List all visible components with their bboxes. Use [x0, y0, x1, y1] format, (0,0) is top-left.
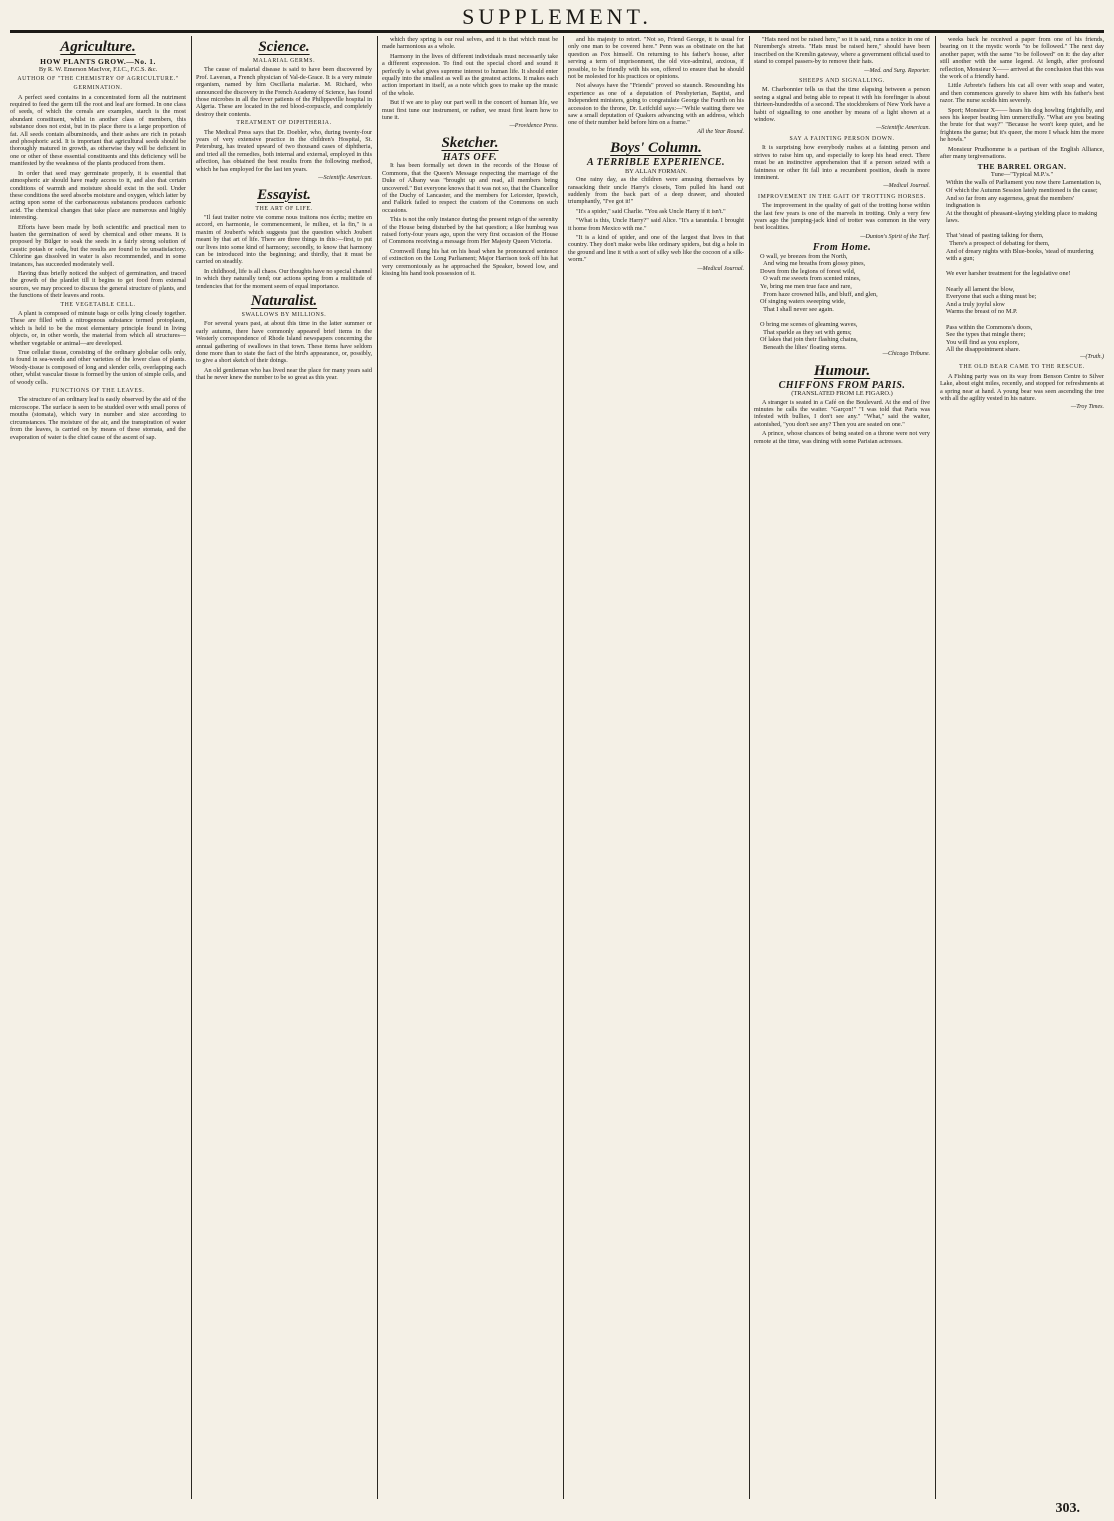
column-4: [568, 36, 744, 1499]
byline: BY ALLAN FORMAN.: [624, 167, 688, 175]
subhead-malarial: MALARIAL GERMS.: [252, 58, 316, 64]
paragraph: A plant is composed of minute bags or cells lying closely together. These are filled with a nitrogenous substance termed protoplasm, which is held to be the most elementary principle found in living objects, or, in other words, the material from which all structures—whether vegetable or animal—are developed.: [10, 310, 186, 347]
credit: —(Truth.): [1080, 353, 1104, 360]
credit: —Medical Journal.: [697, 265, 744, 272]
paragraph: The structure of an ordinary leaf is easily observed by the aid of the microscope. The surface is seen to be studded over with small pores of mouths (stomata), which vary in number and size according to circumstances. The moisture of the air, and the transpiration of water from the leaves, is carried on by means of these stomata, and the evaporation of water is the chief cause of the ascent of sap.: [10, 396, 186, 441]
credit: —Troy Times.: [1070, 404, 1104, 411]
paragraph: Cromwell flung his hat on his head when he pronounced sentence of extinction on the Long Parliament; Major Harrison took off his hat very ceremoniously as he approached the Speaker, bowed low, and kissing his hand took possession of it.: [382, 247, 558, 277]
credit: —Chicago Tribune.: [882, 351, 930, 358]
paragraph: This is not the only instance during the present reign of the serenity of the House being disturbed by the hat question; a like humbug was raised forty-four years ago, upon the very first occasion of the House of Commons receiving a message from Her Majesty Queen Victoria.: [382, 216, 558, 246]
paragraph: But if we are to play our part well in the concert of human life, we must first tune our instrument, or rather, we must first learn how to tune it.: [382, 99, 558, 122]
column-divider: [563, 36, 564, 1499]
column-divider: [377, 36, 378, 1499]
paragraph: "Il faut traiter notre vie comme nous traitons nos écrits; mettre en accord, en harmonie, le commencement, le milieu, et la fin," is a maxim of Joubert's which suggests just the question which Joubert meant by that art of life. There are three things in this:—first, to put our lives into some kind of harmony; secondly, to know that harmony can be introduced into the beginning; and thirdly, that it must be carried on steadily.: [196, 213, 372, 266]
paragraph: Monsieur Prudhomme is a partisan of the English Alliance, after many tergiversations.: [940, 145, 1104, 161]
paragraph: and his majesty to retort. "Not so, Friend George, it is usual for only one man to be covered here." Penn was as obstinate on the hat question as Fox himself. On returning to his father's house, after serving a term of imprisonment, the old vice-admiral, anxious, if possible, to be friendly with his son, offered to ensure that he should not be molested for his practices or opinions.: [568, 36, 744, 81]
page-number: 303.: [1055, 1501, 1080, 1516]
poem-title-barrel-organ: THE BARREL ORGAN.: [977, 161, 1067, 171]
section-title-science: Science.: [258, 39, 310, 55]
byline: By R. W. Emerson MacIvor, F.I.C., F.C.S. &c.: [38, 66, 158, 74]
section-title-boys-column: Boys' Column.: [610, 140, 702, 157]
paragraph: "It's a spider," said Charlie. "You ask Uncle Harry if it isn't.": [576, 207, 726, 215]
subhead-leaves: FUNCTIONS OF THE LEAVES.: [51, 388, 145, 395]
poem: Within the walls of Parliament you now there Lamentation is, Of which the Autumn Session lately mentioned is the cause; And so far from any eagerness, great the members' indignation is At the thought of pheasant-slaying yielding place to making laws. That 'stead of pasting talking for them, There's a prospect of debating for them, And of dreary nights with Blue-books, 'stead of murdering with a gun; We ever harsher treatment for the legislative one! Nearly all lament the blow, Everyone that such a thing must be; And a truly joyful slow Warms the breast of no M.P. Pass within the Commons's doors, See the types that mingle there; You will find as you explore, All the disappointment share.: [946, 179, 1102, 354]
paragraph: "It is a kind of spider, and one of the largest that lives in that country. They don't make webs like ordinary spiders, but dig a hole in the ground and line it with a sort of silky web like the cocoon of a silk-worm.": [568, 233, 744, 264]
subhead-swallows: SWALLOWS BY MILLIONS.: [241, 311, 327, 318]
poem: O wall, ye breezes from the North, And wing me breaths from glossy pines, Down from the legions of forest wild, O waft me sweets from scented mines, Ye, bring me men true face and rare, From haze crowned hills, and bluff, and glen, Of singing waters sweeping wide, That I shall never see again. O bring me scenes of gleaming waves, That sparkle as they set with gems; Of lakes that join their flashing chains, Beneath the lilies' floating stems.: [760, 252, 878, 351]
subhead-diphtheria: TREATMENT OF DIPHTHERIA.: [236, 120, 332, 127]
paragraph: "Hats need not be raised here," so it is said, runs a notice in one of Nuremberg's streets. "Hats must be raised here," should have been inscribed on the Kremlin gateway, where a government official used to stand to compel passers-by to remove their hats.: [754, 36, 930, 66]
subhead-old-bear: THE OLD BEAR CAME TO THE RESCUE.: [959, 364, 1085, 371]
paragraph: weeks back he received a paper from one of his friends, bearing on it the mystic words "to be followed." The next day another paper, with the same "to be followed" on it: the day after still another with the same legend. At length, after profound reflection, Monsieur X—— arrived at the conclusion that this was the work of a friendly hand.: [940, 36, 1104, 81]
paragraph: A stranger is seated in a Café on the Boulevard. At the end of five minutes he calls the waiter. "Garçon!" "I was told that Paris was infested with bullies, I don't see any." "What," said the waiter, astonished, "you don't see any? Then you are seated on one.": [754, 398, 930, 428]
subhead-vegetable-cell: THE VEGETABLE CELL.: [60, 301, 136, 308]
section-title-essayist: Essayist.: [257, 186, 311, 203]
article-title: HOW PLANTS GROW.—No. 1.: [40, 57, 156, 66]
column-divider: [935, 36, 936, 1499]
paragraph: which they spring is our real selves, and it is that which must be made harmonious as a whole.: [382, 36, 558, 51]
poem-title-from-home: From Home.: [812, 242, 872, 254]
paragraph: Little Arbrete's fathers his cat all over with soap and water, and then commences gravely to shave him with his father's best razor. The nurse scolds him severely.: [940, 82, 1104, 105]
article-title-hats-off: HATS OFF.: [442, 151, 498, 163]
credit: —Providence Press.: [509, 123, 558, 130]
column-1: [10, 36, 186, 1499]
column-2: [196, 36, 372, 1499]
subhead-art-of-life: THE ART OF LIFE.: [255, 205, 313, 212]
section-title-naturalist: Naturalist.: [250, 292, 318, 309]
masthead: SUPPLEMENT.: [10, 4, 1104, 32]
tune-line: Tune—"Typical M.P.'s.": [990, 170, 1054, 178]
paragraph: "What is this, Uncle Harry?" said Alice. "It's a tarantula. I brought it home from Mexico with me.": [568, 217, 744, 232]
credit: —Scientific American.: [318, 175, 372, 182]
section-title-sketcher: Sketcher.: [441, 134, 499, 151]
paragraph: In order that seed may germinate properly, it is essential that atmospheric air should have ready access to it, and also that certain conditions of warmth and moisture should exist in the soil. Under these conditions the seed absorbs moisture and oxygen, which latter by acting upon some of the carbonaceous substances produces carbonic acid. The chemical changes that take place are numerous and highly interesting.: [10, 169, 186, 222]
paragraph: The cause of malarial disease is said to have been discovered by Prof. Laveran, a French physician of Val-de-Grace. It is a very minute organism, named by him Oscillaria malariæ. M. Richard, who announced the discovery in the French Academy of Science, has found those microbes in all the fever patients of the Philippeville hospital in Algeria. These are located in the red blood-corpuscle, and completely destroy their contents.: [196, 66, 372, 118]
subhead-signalling: SHEEPS AND SIGNALLING.: [799, 78, 885, 85]
paragraph: One rainy day, as the children were amusing themselves by ransacking their uncle Harry's closets, Tom pulled his hand out suddenly from the back part of a deep drawer, and shouted triumphantly, "I've got it!": [568, 176, 744, 206]
paragraph: The improvement in the quality of gait of the trotting horse within the last few years is one of the marvels in trotting. Only a very few years ago the jumping-jack kind of trotter was common in the very best localities.: [754, 202, 930, 232]
credit: —Dunton's Spirit of the Turf.: [860, 233, 930, 240]
masthead-rule: [10, 32, 1104, 33]
paragraph: Efforts have been made by both scientific and practical men to hasten the germination of seed by chemical and other means. It is proposed by Bülger to soak the seeds in a fairly strong solution of caustic potash or soda, but the results are found to be unsatisfactory. Chlorine gas dissolved in water is also recommended, and in some instances, has succeeded moderately well.: [10, 223, 186, 268]
paragraph: Having thus briefly noticed the subject of germination, and traced the growth of the plantlet till it begins to get food from external sources, we may proceed to discuss the general structure of plants, and the functions of their leaves and roots.: [10, 269, 186, 300]
column-6: [940, 36, 1104, 1499]
section-title-agriculture: Agriculture.: [60, 39, 136, 55]
article-title-chiffons: CHIFFONS FROM PARIS.: [778, 379, 906, 391]
column-5: [754, 36, 930, 1499]
article-title-terrible-experience: A TERRIBLE EXPERIENCE.: [587, 157, 725, 169]
paragraph: It is surprising how everybody rushes at a fainting person and strives to raise him up, and especially to keep his head erect. There must be an instinctive apprehension that if a person seized with a faintness or other fit fall into a recumbent position, death is more imminent.: [754, 144, 930, 181]
credit: —Scientific American.: [876, 125, 930, 132]
author-note: AUTHOR OF "THE CHEMISTRY OF AGRICULTURE.": [17, 75, 179, 82]
paragraph: A Fishing party was on its way from Benson Centre to Silver Lake, about eight miles, recently, and stopped for refreshments at a spring near at hand. A young bear was seen ascending the tree with all the agility vested in his nature.: [940, 372, 1104, 402]
credit: —Medical Journal.: [883, 183, 930, 190]
paragraph: An old gentleman who has lived near the place for many years said that he never knew the number to be so great as this year.: [196, 366, 372, 382]
column-3: [382, 36, 558, 1499]
subhead-fainting: SAY A FAINTING PERSON DOWN.: [789, 135, 895, 142]
column-divider: [749, 36, 750, 1499]
paragraph: The Medical Press says that Dr. Doebler, who, during twenty-four years of very extensive practice in the children's Hospital, St. Petersburg, has treated upward of two thousand cases of diphtheria, and tried all the remedies, both internal and external, employed in this affection, has obtained the best results from the following method, which he has employed for the last ten years.: [196, 128, 372, 173]
paragraph: Harmony in the lives of different individuals must necessarily take a different expression. To find out the special chord and sound it perfectly is what gives supreme interest to human life. It should enter equally into the smallest as well as the greatest actions. It makes each action important in itself, as a note which goes to make up the music of the whole.: [382, 52, 558, 97]
byline: (TRANSLATED FROM LE FIGARO.): [791, 390, 893, 398]
subhead-germination: GERMINATION.: [73, 85, 123, 92]
subhead-trotting: IMPROVEMENT IN THE GAIT OF TROTTING HORSES.: [758, 193, 926, 200]
credit: All the Year Round.: [697, 128, 744, 135]
paragraph: M. Charbonnier tells us that the time elapsing between a person seeing a signal and being able to repeat it with his forefinger is about thirteen-hundredths of a second. The stockbrokers of New York have a habit of signalling to one another by means of a light shown at a window.: [754, 86, 930, 124]
section-title-humour: Humour.: [813, 362, 871, 379]
paragraph: For several years past, at about this time in the latter summer or early autumn, there have commonly appeared brief items in the Westerly correspondence of Rhode Island newspapers concerning the annual gathering of swallows in that town. These items have seldom done more than to state the fact of the bird's appearance, or, possibly, to give a short sketch of their doings.: [196, 320, 372, 365]
paragraph: Sport; Monsieur X—— hears his dog howling frightfully, and sees his keeper beating him unmercifully. "What are you beating the brute for that way?" "Because he won't keep quiet, and he frightens the game; but it's queer, the more I whack him the more he howls.": [940, 106, 1104, 144]
paragraph: A prince, whose chances of being seated on a throne were not very remote at the time, was dining with some Parisian actresses.: [754, 430, 930, 445]
paragraph: It has been formally set down in the records of the House of Commons, that the Queen's Message respecting the marriage of the Duke of Albany was "brought up and read, all members being uncovered." But everyone knows that it was not so, that the Chancellor of the Duchy of Lancaster, and the members for Leicester, Ipswich, and Falkirk failed to respect the custom of the Commons on such occasions.: [382, 162, 558, 214]
paragraph: True cellular tissue, consisting of the ordinary globular cells only, is found in sea-weeds and other varieties of the lower class of plants. Woody-tissue is composed of long and slender cells, overlapping each other, whilst vascular tissue is formed by the union of simple cells, and of woody cells.: [10, 349, 186, 386]
paragraph: In childhood, life is all chaos. Our thoughts have no special channel in which they naturally tend; our actions spring from a multitude of tendencies that for the moment seem of equal importance.: [196, 267, 372, 290]
paragraph: Not always have the "Friends" proved so staunch. Resounding his experience as one of a deputation of Presbyterian, Baptist, and Independent ministers, going to congratulate George the Fourth on his accession to the throne, Dr. Leifchild says:—"While waiting there we saw a small deputation of Quakers advancing with an address, which one of their number held before him on a frame.": [568, 82, 744, 127]
column-divider: [191, 36, 192, 1499]
credit: —Med. and Surg. Reporter.: [864, 67, 930, 74]
paragraph: A perfect seed contains in a concentrated form all the nutriment required to feed the germ till the root and leaf are formed. In one class of seeds, of which the cereals are examples, starch is the most abundant constituent, whilst in another class of members, this substance does not exist, but in its place there is a large proportion of fat. All seeds contain albuminoids, and their ashes are rich in potash and phosphoric acid. It is important that agricultural seeds should be thoroughly matured in growth, as otherwise they will be deficient in one or other of these essential constituents and this deficiency will be manifested by the weakness of the plants produced from them.: [10, 93, 186, 168]
